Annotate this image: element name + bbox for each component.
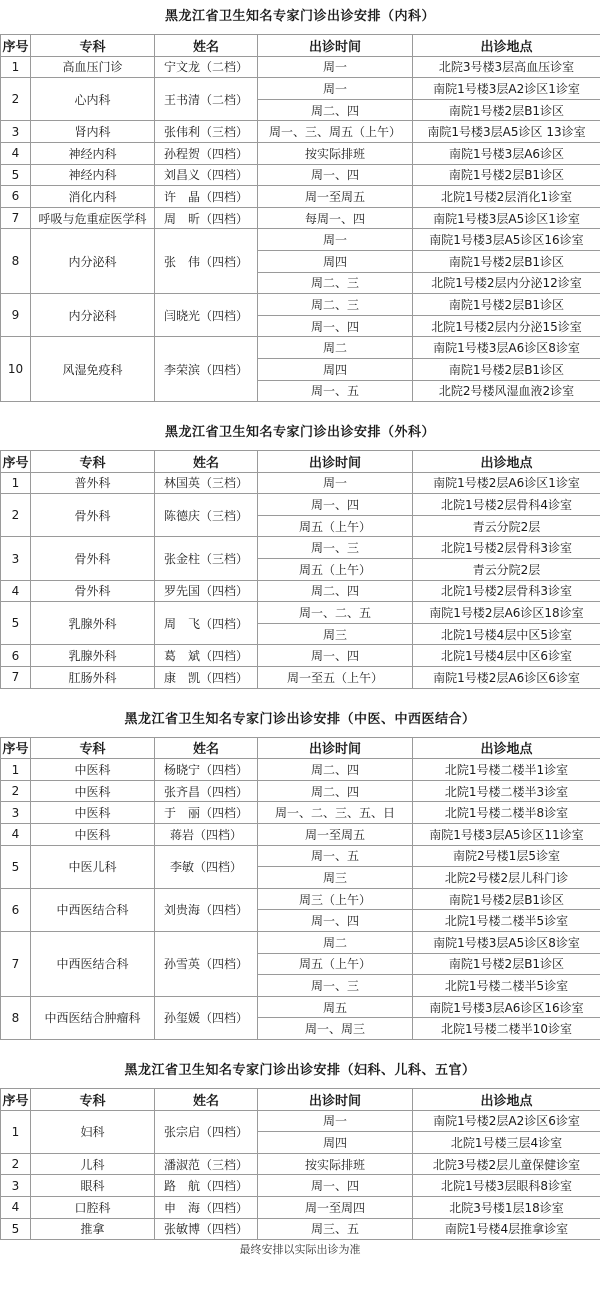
doctor-cell: 林国英（三档） bbox=[155, 472, 258, 494]
clinic-location-cell: 南院1号楼3层A6诊区8诊室 bbox=[413, 337, 600, 359]
table-row bbox=[1, 996, 600, 1018]
doctor-cell: 张伟利（三档） bbox=[155, 121, 258, 143]
column-header: 专科 bbox=[31, 35, 155, 57]
clinic-time-cell: 周一、四 bbox=[258, 910, 413, 932]
row-number: 6 bbox=[1, 645, 31, 667]
clinic-location-cell: 北院1号楼二楼半3诊室 bbox=[413, 780, 600, 802]
department-cell: 乳腺外科 bbox=[31, 645, 155, 667]
clinic-location-cell: 北院1号楼2层骨科4诊室 bbox=[413, 494, 600, 516]
clinic-location-cell: 南院1号楼2层B1诊区 bbox=[413, 888, 600, 910]
clinic-location-cell: 南院1号楼3层A6诊区16诊室 bbox=[413, 996, 600, 1018]
doctor-cell: 孙雪英（四档） bbox=[155, 931, 258, 996]
department-cell: 神经内科 bbox=[31, 142, 155, 164]
department-cell: 肾内科 bbox=[31, 121, 155, 143]
footer-note: 最终安排以实际出诊为准 bbox=[239, 1243, 361, 1257]
row-number: 5 bbox=[1, 602, 31, 645]
doctor-cell: 张敏博（四档） bbox=[155, 1218, 258, 1240]
clinic-location-cell: 青云分院2层 bbox=[413, 515, 600, 537]
clinic-time-cell: 周二、四 bbox=[258, 99, 413, 121]
clinic-location-cell: 青云分院2层 bbox=[413, 559, 600, 581]
table-row bbox=[1, 472, 600, 494]
doctor-cell: 康 凯（四档） bbox=[155, 667, 258, 689]
clinic-location-cell: 南院1号楼3层A5诊区11诊室 bbox=[413, 824, 600, 846]
section-title: 黑龙江省卫生知名专家门诊出诊安排（内科） bbox=[164, 9, 435, 24]
clinic-time-cell: 周一、四 bbox=[258, 494, 413, 516]
row-number: 7 bbox=[1, 667, 31, 689]
column-header: 专科 bbox=[31, 451, 155, 473]
schedule-section bbox=[0, 402, 600, 689]
table-row bbox=[1, 229, 600, 251]
table-row bbox=[1, 294, 600, 316]
doctor-cell: 孙玺媛（四档） bbox=[155, 996, 258, 1039]
department-cell: 骨外科 bbox=[31, 494, 155, 537]
clinic-location-cell: 南院1号楼2层B1诊区 bbox=[413, 99, 600, 121]
clinic-time-cell: 周一、三、周五（上午） bbox=[258, 121, 413, 143]
department-cell: 妇科 bbox=[31, 1110, 155, 1153]
department-cell: 中西医结合科 bbox=[31, 931, 155, 996]
clinic-location-cell: 南院1号楼4层推拿诊室 bbox=[413, 1218, 600, 1240]
clinic-location-cell: 南院1号楼3层A5诊区8诊室 bbox=[413, 931, 600, 953]
department-cell: 推拿 bbox=[31, 1218, 155, 1240]
doctor-cell: 刘贵海（四档） bbox=[155, 888, 258, 931]
department-cell: 眼科 bbox=[31, 1175, 155, 1197]
doctor-cell: 孙程贺（四档） bbox=[155, 142, 258, 164]
clinic-location-cell: 南院1号楼3层A5诊区16诊室 bbox=[413, 229, 600, 251]
doctor-cell: 张金柱（三档） bbox=[155, 537, 258, 580]
clinic-time-cell: 周二 bbox=[258, 931, 413, 953]
row-number: 4 bbox=[1, 580, 31, 602]
column-header: 出诊地点 bbox=[413, 1088, 600, 1110]
clinic-time-cell: 周五（上午） bbox=[258, 515, 413, 537]
column-header: 序号 bbox=[1, 1088, 31, 1110]
department-cell: 高血压门诊 bbox=[31, 56, 155, 78]
table-row bbox=[1, 186, 600, 208]
table-row bbox=[1, 780, 600, 802]
table-row bbox=[1, 759, 600, 781]
row-number: 1 bbox=[1, 759, 31, 781]
department-cell: 内分泌科 bbox=[31, 294, 155, 337]
clinic-time-cell: 周一 bbox=[258, 229, 413, 251]
clinic-time-cell: 周五 bbox=[258, 996, 413, 1018]
table-row bbox=[1, 121, 600, 143]
clinic-location-cell: 南院1号楼2层A6诊区6诊室 bbox=[413, 667, 600, 689]
department-cell: 骨外科 bbox=[31, 580, 155, 602]
department-cell: 神经内科 bbox=[31, 164, 155, 186]
doctor-cell: 张齐昌（四档） bbox=[155, 780, 258, 802]
clinic-location-cell: 北院1号楼2层内分泌15诊室 bbox=[413, 315, 600, 337]
doctor-cell: 路 航（四档） bbox=[155, 1175, 258, 1197]
clinic-location-cell: 北院1号楼2层内分泌12诊室 bbox=[413, 272, 600, 294]
clinic-time-cell: 周五（上午） bbox=[258, 953, 413, 975]
doctor-cell: 宁文龙（二档） bbox=[155, 56, 258, 78]
clinic-location-cell: 南院1号楼2层B1诊区 bbox=[413, 250, 600, 272]
clinic-time-cell: 周一、四 bbox=[258, 315, 413, 337]
row-number: 8 bbox=[1, 229, 31, 294]
row-number: 7 bbox=[1, 931, 31, 996]
section-title: 黑龙江省卫生知名专家门诊出诊安排（外科） bbox=[164, 425, 435, 441]
department-cell: 骨外科 bbox=[31, 537, 155, 580]
row-number: 4 bbox=[1, 824, 31, 846]
row-number: 3 bbox=[1, 802, 31, 824]
clinic-time-cell: 周三 bbox=[258, 867, 413, 889]
column-header: 出诊时间 bbox=[258, 451, 413, 473]
doctor-cell: 潘淑范（三档） bbox=[155, 1153, 258, 1175]
clinic-location-cell: 南院1号楼3层A5诊区 13诊室 bbox=[413, 121, 600, 143]
table-row bbox=[1, 824, 600, 846]
clinic-time-cell: 周二、三 bbox=[258, 272, 413, 294]
schedule-section bbox=[0, 1040, 600, 1240]
table-row bbox=[1, 931, 600, 953]
row-number: 5 bbox=[1, 1218, 31, 1240]
doctor-cell: 刘昌义（四档） bbox=[155, 164, 258, 186]
column-header: 姓名 bbox=[155, 35, 258, 57]
table-row bbox=[1, 888, 600, 910]
department-cell: 中医儿科 bbox=[31, 845, 155, 888]
clinic-location-cell: 北院3号楼3层高血压诊室 bbox=[413, 56, 600, 78]
column-header: 出诊时间 bbox=[258, 35, 413, 57]
clinic-location-cell: 北院1号楼4层中区6诊室 bbox=[413, 645, 600, 667]
clinic-time-cell: 按实际排班 bbox=[258, 1153, 413, 1175]
doctor-cell: 周 飞（四档） bbox=[155, 602, 258, 645]
clinic-time-cell: 周一、三 bbox=[258, 975, 413, 997]
row-number: 5 bbox=[1, 164, 31, 186]
clinic-location-cell: 南院1号楼2层A6诊区18诊室 bbox=[413, 602, 600, 624]
clinic-location-cell: 北院1号楼二楼半5诊室 bbox=[413, 910, 600, 932]
table-row bbox=[1, 1196, 600, 1218]
doctor-cell: 葛 斌（四档） bbox=[155, 645, 258, 667]
clinic-time-cell: 周二、四 bbox=[258, 780, 413, 802]
clinic-location-cell: 南院2号楼1层5诊室 bbox=[413, 845, 600, 867]
clinic-location-cell: 北院1号楼2层骨科3诊室 bbox=[413, 537, 600, 559]
clinic-time-cell: 周一 bbox=[258, 472, 413, 494]
clinic-time-cell: 周四 bbox=[258, 1132, 413, 1154]
clinic-time-cell: 周一、三 bbox=[258, 537, 413, 559]
department-cell: 中西医结合肿瘤科 bbox=[31, 996, 155, 1039]
table-row bbox=[1, 494, 600, 516]
clinic-location-cell: 北院1号楼二楼半8诊室 bbox=[413, 802, 600, 824]
clinic-time-cell: 周一、四 bbox=[258, 645, 413, 667]
department-cell: 中医科 bbox=[31, 780, 155, 802]
clinic-location-cell: 南院1号楼3层A6诊区 bbox=[413, 142, 600, 164]
department-cell: 肛肠外科 bbox=[31, 667, 155, 689]
doctor-cell: 王书清（二档） bbox=[155, 78, 258, 121]
table-row bbox=[1, 580, 600, 602]
row-number: 2 bbox=[1, 780, 31, 802]
clinic-location-cell: 北院2号楼风湿血液2诊室 bbox=[413, 380, 600, 402]
section-gap bbox=[0, 1040, 600, 1054]
clinic-location-cell: 南院1号楼2层A6诊区1诊室 bbox=[413, 472, 600, 494]
table-row bbox=[1, 667, 600, 689]
clinic-location-cell: 北院1号楼2层消化1诊室 bbox=[413, 186, 600, 208]
row-number: 1 bbox=[1, 1110, 31, 1153]
column-header: 出诊时间 bbox=[258, 1088, 413, 1110]
column-header: 出诊时间 bbox=[258, 737, 413, 759]
clinic-location-cell: 北院3号楼2层儿童保健诊室 bbox=[413, 1153, 600, 1175]
schedule-section bbox=[0, 689, 600, 1040]
row-number: 2 bbox=[1, 78, 31, 121]
header-row bbox=[1, 451, 600, 473]
header-row bbox=[1, 35, 600, 57]
department-cell: 呼吸与危重症医学科 bbox=[31, 207, 155, 229]
clinic-location-cell: 北院1号楼4层中区5诊室 bbox=[413, 623, 600, 645]
row-number: 9 bbox=[1, 294, 31, 337]
doctor-cell: 闫晓光（四档） bbox=[155, 294, 258, 337]
department-cell: 内分泌科 bbox=[31, 229, 155, 294]
row-number: 4 bbox=[1, 142, 31, 164]
table-row bbox=[1, 802, 600, 824]
clinic-location-cell: 北院2号楼2层儿科门诊 bbox=[413, 867, 600, 889]
doctor-cell: 杨晓宁（四档） bbox=[155, 759, 258, 781]
schedule-table bbox=[0, 1088, 600, 1240]
clinic-time-cell: 周一、五 bbox=[258, 845, 413, 867]
clinic-time-cell: 周一至五（上午） bbox=[258, 667, 413, 689]
column-header: 出诊地点 bbox=[413, 35, 600, 57]
clinic-time-cell: 周一、周三 bbox=[258, 1018, 413, 1040]
clinic-location-cell: 北院1号楼二楼半1诊室 bbox=[413, 759, 600, 781]
department-cell: 普外科 bbox=[31, 472, 155, 494]
section-title: 黑龙江省卫生知名专家门诊出诊安排（妇科、儿科、五官） bbox=[124, 1062, 476, 1078]
clinic-time-cell: 周三、五 bbox=[258, 1218, 413, 1240]
clinic-location-cell: 南院1号楼2层B1诊区 bbox=[413, 358, 600, 380]
doctor-cell: 李荣滨（四档） bbox=[155, 337, 258, 402]
doctor-cell: 张 伟（四档） bbox=[155, 229, 258, 294]
clinic-time-cell: 周一 bbox=[258, 56, 413, 78]
clinic-time-cell: 每周一、四 bbox=[258, 207, 413, 229]
table-row bbox=[1, 645, 600, 667]
column-header: 出诊地点 bbox=[413, 737, 600, 759]
column-header: 出诊地点 bbox=[413, 451, 600, 473]
department-cell: 口腔科 bbox=[31, 1196, 155, 1218]
clinic-location-cell: 北院1号楼3层眼科8诊室 bbox=[413, 1175, 600, 1197]
schedule-table bbox=[0, 737, 600, 1040]
clinic-location-cell: 南院1号楼2层B1诊区 bbox=[413, 953, 600, 975]
department-cell: 儿科 bbox=[31, 1153, 155, 1175]
clinic-location-cell: 北院1号楼二楼半10诊室 bbox=[413, 1018, 600, 1040]
table-row bbox=[1, 1175, 600, 1197]
clinic-location-cell: 北院3号楼1层18诊室 bbox=[413, 1196, 600, 1218]
clinic-time-cell: 周一 bbox=[258, 1110, 413, 1132]
table-row bbox=[1, 845, 600, 867]
table-row bbox=[1, 1153, 600, 1175]
clinic-time-cell: 周二、四 bbox=[258, 580, 413, 602]
column-header: 姓名 bbox=[155, 737, 258, 759]
department-cell: 消化内科 bbox=[31, 186, 155, 208]
section-gap bbox=[0, 689, 600, 703]
department-cell: 中医科 bbox=[31, 824, 155, 846]
clinic-time-cell: 周五（上午） bbox=[258, 559, 413, 581]
table-row bbox=[1, 56, 600, 78]
clinic-time-cell: 周一、二、五 bbox=[258, 602, 413, 624]
clinic-time-cell: 周一、二、三、五、日 bbox=[258, 802, 413, 824]
row-number: 3 bbox=[1, 121, 31, 143]
schedule-table bbox=[0, 34, 600, 402]
doctor-cell: 于 丽（四档） bbox=[155, 802, 258, 824]
clinic-time-cell: 周一至周五 bbox=[258, 824, 413, 846]
row-number: 2 bbox=[1, 494, 31, 537]
department-cell: 心内科 bbox=[31, 78, 155, 121]
clinic-time-cell: 周二 bbox=[258, 337, 413, 359]
row-number: 3 bbox=[1, 1175, 31, 1197]
clinic-time-cell: 周一至周四 bbox=[258, 1196, 413, 1218]
clinic-time-cell: 周一、四 bbox=[258, 164, 413, 186]
doctor-cell: 罗先国（四档） bbox=[155, 580, 258, 602]
column-header: 专科 bbox=[31, 737, 155, 759]
doctor-cell: 许 晶（四档） bbox=[155, 186, 258, 208]
clinic-location-cell: 北院1号楼2层骨科3诊室 bbox=[413, 580, 600, 602]
clinic-time-cell: 周四 bbox=[258, 358, 413, 380]
column-header: 序号 bbox=[1, 35, 31, 57]
clinic-time-cell: 周四 bbox=[258, 250, 413, 272]
row-number: 1 bbox=[1, 472, 31, 494]
doctor-cell: 周 昕（四档） bbox=[155, 207, 258, 229]
schedule-section bbox=[0, 0, 600, 402]
table-row bbox=[1, 602, 600, 624]
row-number: 6 bbox=[1, 888, 31, 931]
table-row bbox=[1, 207, 600, 229]
table-row bbox=[1, 164, 600, 186]
department-cell: 风湿免疫科 bbox=[31, 337, 155, 402]
row-number: 10 bbox=[1, 337, 31, 402]
clinic-location-cell: 南院1号楼2层B1诊区 bbox=[413, 294, 600, 316]
row-number: 6 bbox=[1, 186, 31, 208]
section-gap bbox=[0, 402, 600, 416]
section-title: 黑龙江省卫生知名专家门诊出诊安排（中医、中西医结合） bbox=[124, 711, 476, 727]
table-row bbox=[1, 1110, 600, 1132]
row-number: 1 bbox=[1, 56, 31, 78]
table-row bbox=[1, 78, 600, 100]
department-cell: 中西医结合科 bbox=[31, 888, 155, 931]
clinic-time-cell: 周三 bbox=[258, 623, 413, 645]
row-number: 3 bbox=[1, 537, 31, 580]
doctor-cell: 李敏（四档） bbox=[155, 845, 258, 888]
table-row bbox=[1, 337, 600, 359]
clinic-time-cell: 周一、四 bbox=[258, 1175, 413, 1197]
table-row bbox=[1, 537, 600, 559]
row-number: 8 bbox=[1, 996, 31, 1039]
doctor-cell: 陈德庆（三档） bbox=[155, 494, 258, 537]
clinic-time-cell: 周一、五 bbox=[258, 380, 413, 402]
clinic-time-cell: 周一至周五 bbox=[258, 186, 413, 208]
clinic-time-cell: 按实际排班 bbox=[258, 142, 413, 164]
column-header: 姓名 bbox=[155, 451, 258, 473]
clinic-location-cell: 南院1号楼3层A2诊区1诊室 bbox=[413, 78, 600, 100]
clinic-time-cell: 周三（上午） bbox=[258, 888, 413, 910]
row-number: 2 bbox=[1, 1153, 31, 1175]
table-row bbox=[1, 1218, 600, 1240]
clinic-location-cell: 北院1号楼二楼半5诊室 bbox=[413, 975, 600, 997]
clinic-time-cell: 周一 bbox=[258, 78, 413, 100]
header-row bbox=[1, 1088, 600, 1110]
row-number: 5 bbox=[1, 845, 31, 888]
department-cell: 中医科 bbox=[31, 802, 155, 824]
row-number: 4 bbox=[1, 1196, 31, 1218]
schedule-table bbox=[0, 450, 600, 689]
row-number: 7 bbox=[1, 207, 31, 229]
doctor-cell: 蒋岩（四档） bbox=[155, 824, 258, 846]
doctor-cell: 申 海（四档） bbox=[155, 1196, 258, 1218]
doctor-cell: 张宗启（四档） bbox=[155, 1110, 258, 1153]
clinic-location-cell: 南院1号楼3层A5诊区1诊室 bbox=[413, 207, 600, 229]
column-header: 序号 bbox=[1, 737, 31, 759]
department-cell: 中医科 bbox=[31, 759, 155, 781]
column-header: 序号 bbox=[1, 451, 31, 473]
clinic-location-cell: 南院1号楼2层B1诊区 bbox=[413, 164, 600, 186]
table-row bbox=[1, 142, 600, 164]
clinic-time-cell: 周二、三 bbox=[258, 294, 413, 316]
column-header: 姓名 bbox=[155, 1088, 258, 1110]
department-cell: 乳腺外科 bbox=[31, 602, 155, 645]
clinic-location-cell: 北院1号楼三层4诊室 bbox=[413, 1132, 600, 1154]
clinic-time-cell: 周二、四 bbox=[258, 759, 413, 781]
clinic-location-cell: 南院1号楼2层A2诊区6诊室 bbox=[413, 1110, 600, 1132]
column-header: 专科 bbox=[31, 1088, 155, 1110]
header-row bbox=[1, 737, 600, 759]
